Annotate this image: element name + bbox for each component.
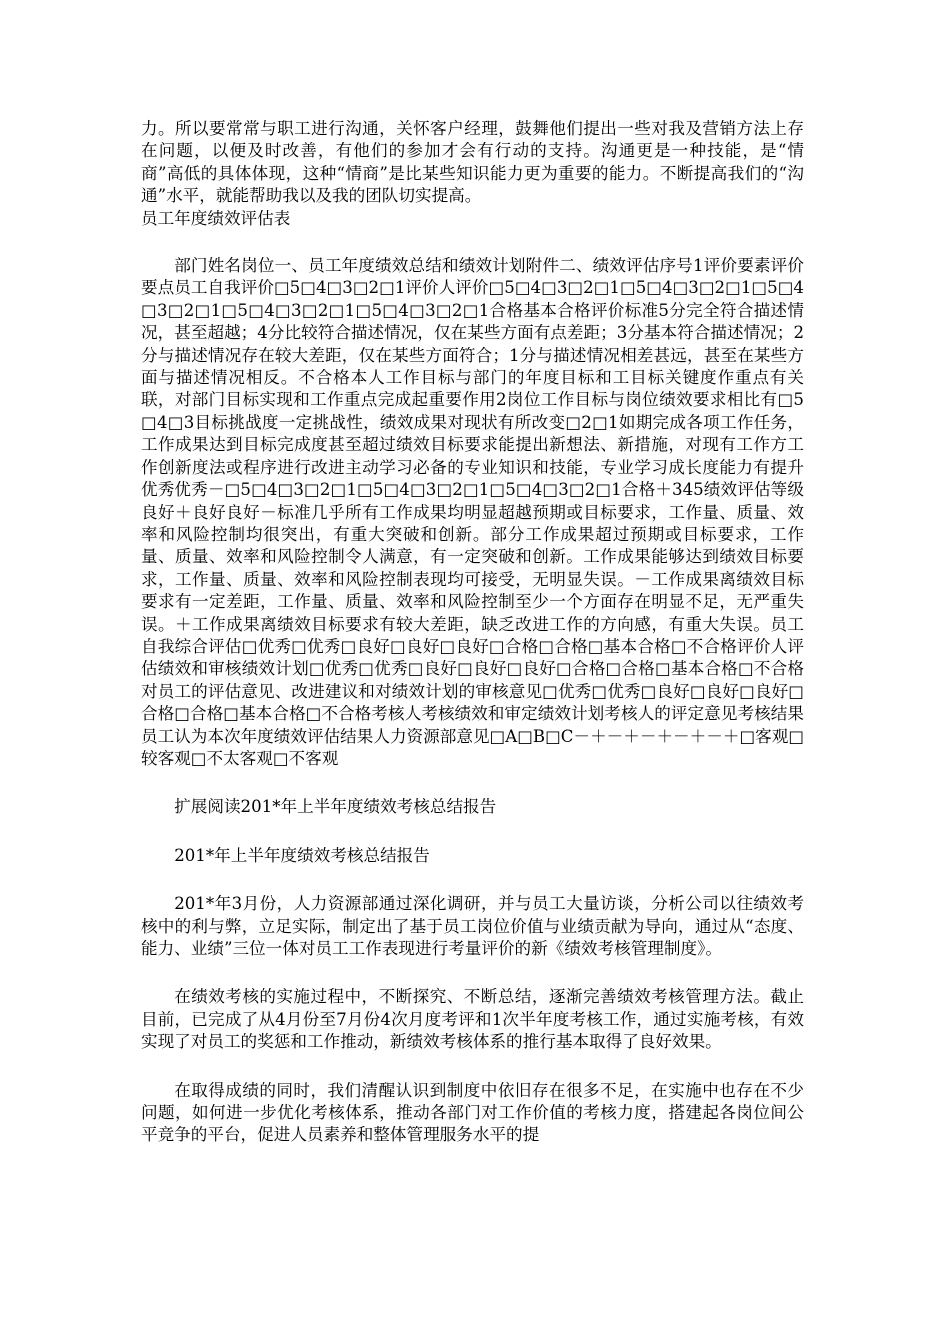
report-paragraph-1: 201*年3月份，人力资源部通过深化调研，并与员工大量访谈，分析公司以往绩效考核中的利与弊，立足实际，制定出了基于员工岗位价值与业绩贡献为导向，通过从“态度、能力、业绩”三位一体对员工工作表现进行考量评价的新《绩效考核管理制度》。	[141, 894, 804, 958]
extended-reading-heading: 扩展阅读201*年上半年度绩效考核总结报告	[174, 797, 497, 817]
document-body	[141, 118, 804, 1147]
intro-continuation-paragraph: 力。所以要常常与职工进行沟通，关怀客户经理，鼓舞他们提出一些对我及营销方法上存在问题，以便及时改善，有他们的参加才会有行动的支持。沟通更是一种技能，是“情商”高低的具体体现，这种“情商”是比某些知识能力更为重要的能力。不断提高我们的“沟通”水平，就能帮助我以及我的团队切实提高。	[141, 119, 804, 206]
report-title: 201*年上半年度绩效考核总结报告	[174, 845, 430, 865]
form-title: 员工年度绩效评估表	[141, 208, 291, 228]
report-paragraph-3: 在取得成绩的同时，我们清醒认识到制度中依旧存在很多不足，在实施中也存在不少问题，如何进一步优化考核体系，推动各部门对工作价值的考核力度，搭建起各岗位间公平竞争的平台，促进人员素养和整体管理服务水平的提	[141, 1080, 804, 1145]
form-body-paragraph: 部门姓名岗位一、员工年度绩效总结和绩效计划附件二、绩效评估序号1评价要素评价要点员工自我评价□5□4□3□2□1评价人评价□5□4□3□2□1□5□4□3□2□1□5□4□3□2□1□5□4□3□2□1□5□4□3□2□1合格基本合格评价标准5分完全符合描述情况，甚至超越；4分比较符合描述情况，仅在某些方面有点差距；3分基本符合描述情况；2分与描述情况存在较大差距，仅在某些方面符合；1分与描述情况相差甚远，甚至在某些方面与描述情况相反。不合格本人工作目标与部门的年度目标和工目标关键度作重点有关联，对部门目标实现和工作重点完成起重要作用2岗位工作目标与岗位绩效要求相比有□5□4□3目标挑战度一定挑战性，绩效成果对现状有所改变□2□1如期完成各项工作任务，工作成果达到目标完成度甚至超过绩效目标要求能提出新想法、新措施，对现有工作方工作创新度法或程序进行改进主动学习必备的专业知识和技能，专业学习成长度能力有提升优秀优秀－□5□4□3□2□1□5□4□3□2□1□5□4□3□2□1合格＋345绩效评估等级良好＋良好良好－标准几乎所有工作成果均明显超越预期或目标要求，工作量、质量、效率和风险控制均很突出，有重大突破和创新。部分工作成果超过预期或目标要求，工作量、质量、效率和风险控制令人满意，有一定突破和创新。工作成果能够达到绩效目标要求，工作量、质量、效率和风险控制表现均可接受，无明显失误。－工作成果离绩效目标要求有一定差距，工作量、质量、效率和风险控制至少一个方面存在明显不足，无严重失误。＋工作成果离绩效目标要求有较大差距，缺乏改进工作的方向感，有重大失误。员工自我综合评估□优秀□优秀□良好□良好□良好□合格□合格□基本合格□不合格评价人评估绩效和审核绩效计划□优秀□优秀□良好□良好□良好□合格□合格□基本合格□不合格对员工的评估意见、改进建议和对绩效计划的审核意见□优秀□优秀□良好□良好□良好□合格□合格□基本合格□不合格考核人考核绩效和审定绩效计划考核人的评定意见考核结果员工认为本次年度绩效评估结果人力资源部意见□A□B□C－＋－＋－＋－＋－＋□客观□较客观□不太客观□不客观	[141, 256, 804, 768]
report-paragraph-2: 在绩效考核的实施过程中，不断探究、不断总结，逐渐完善绩效考核管理方法。截止目前，已完成了从4月份至7月份4次月度考评和1次半年度考核工作，通过实施考核，有效实现了对员工的奖惩和工作推动，新绩效考核体系的推行基本取得了良好效果。	[141, 987, 804, 1052]
